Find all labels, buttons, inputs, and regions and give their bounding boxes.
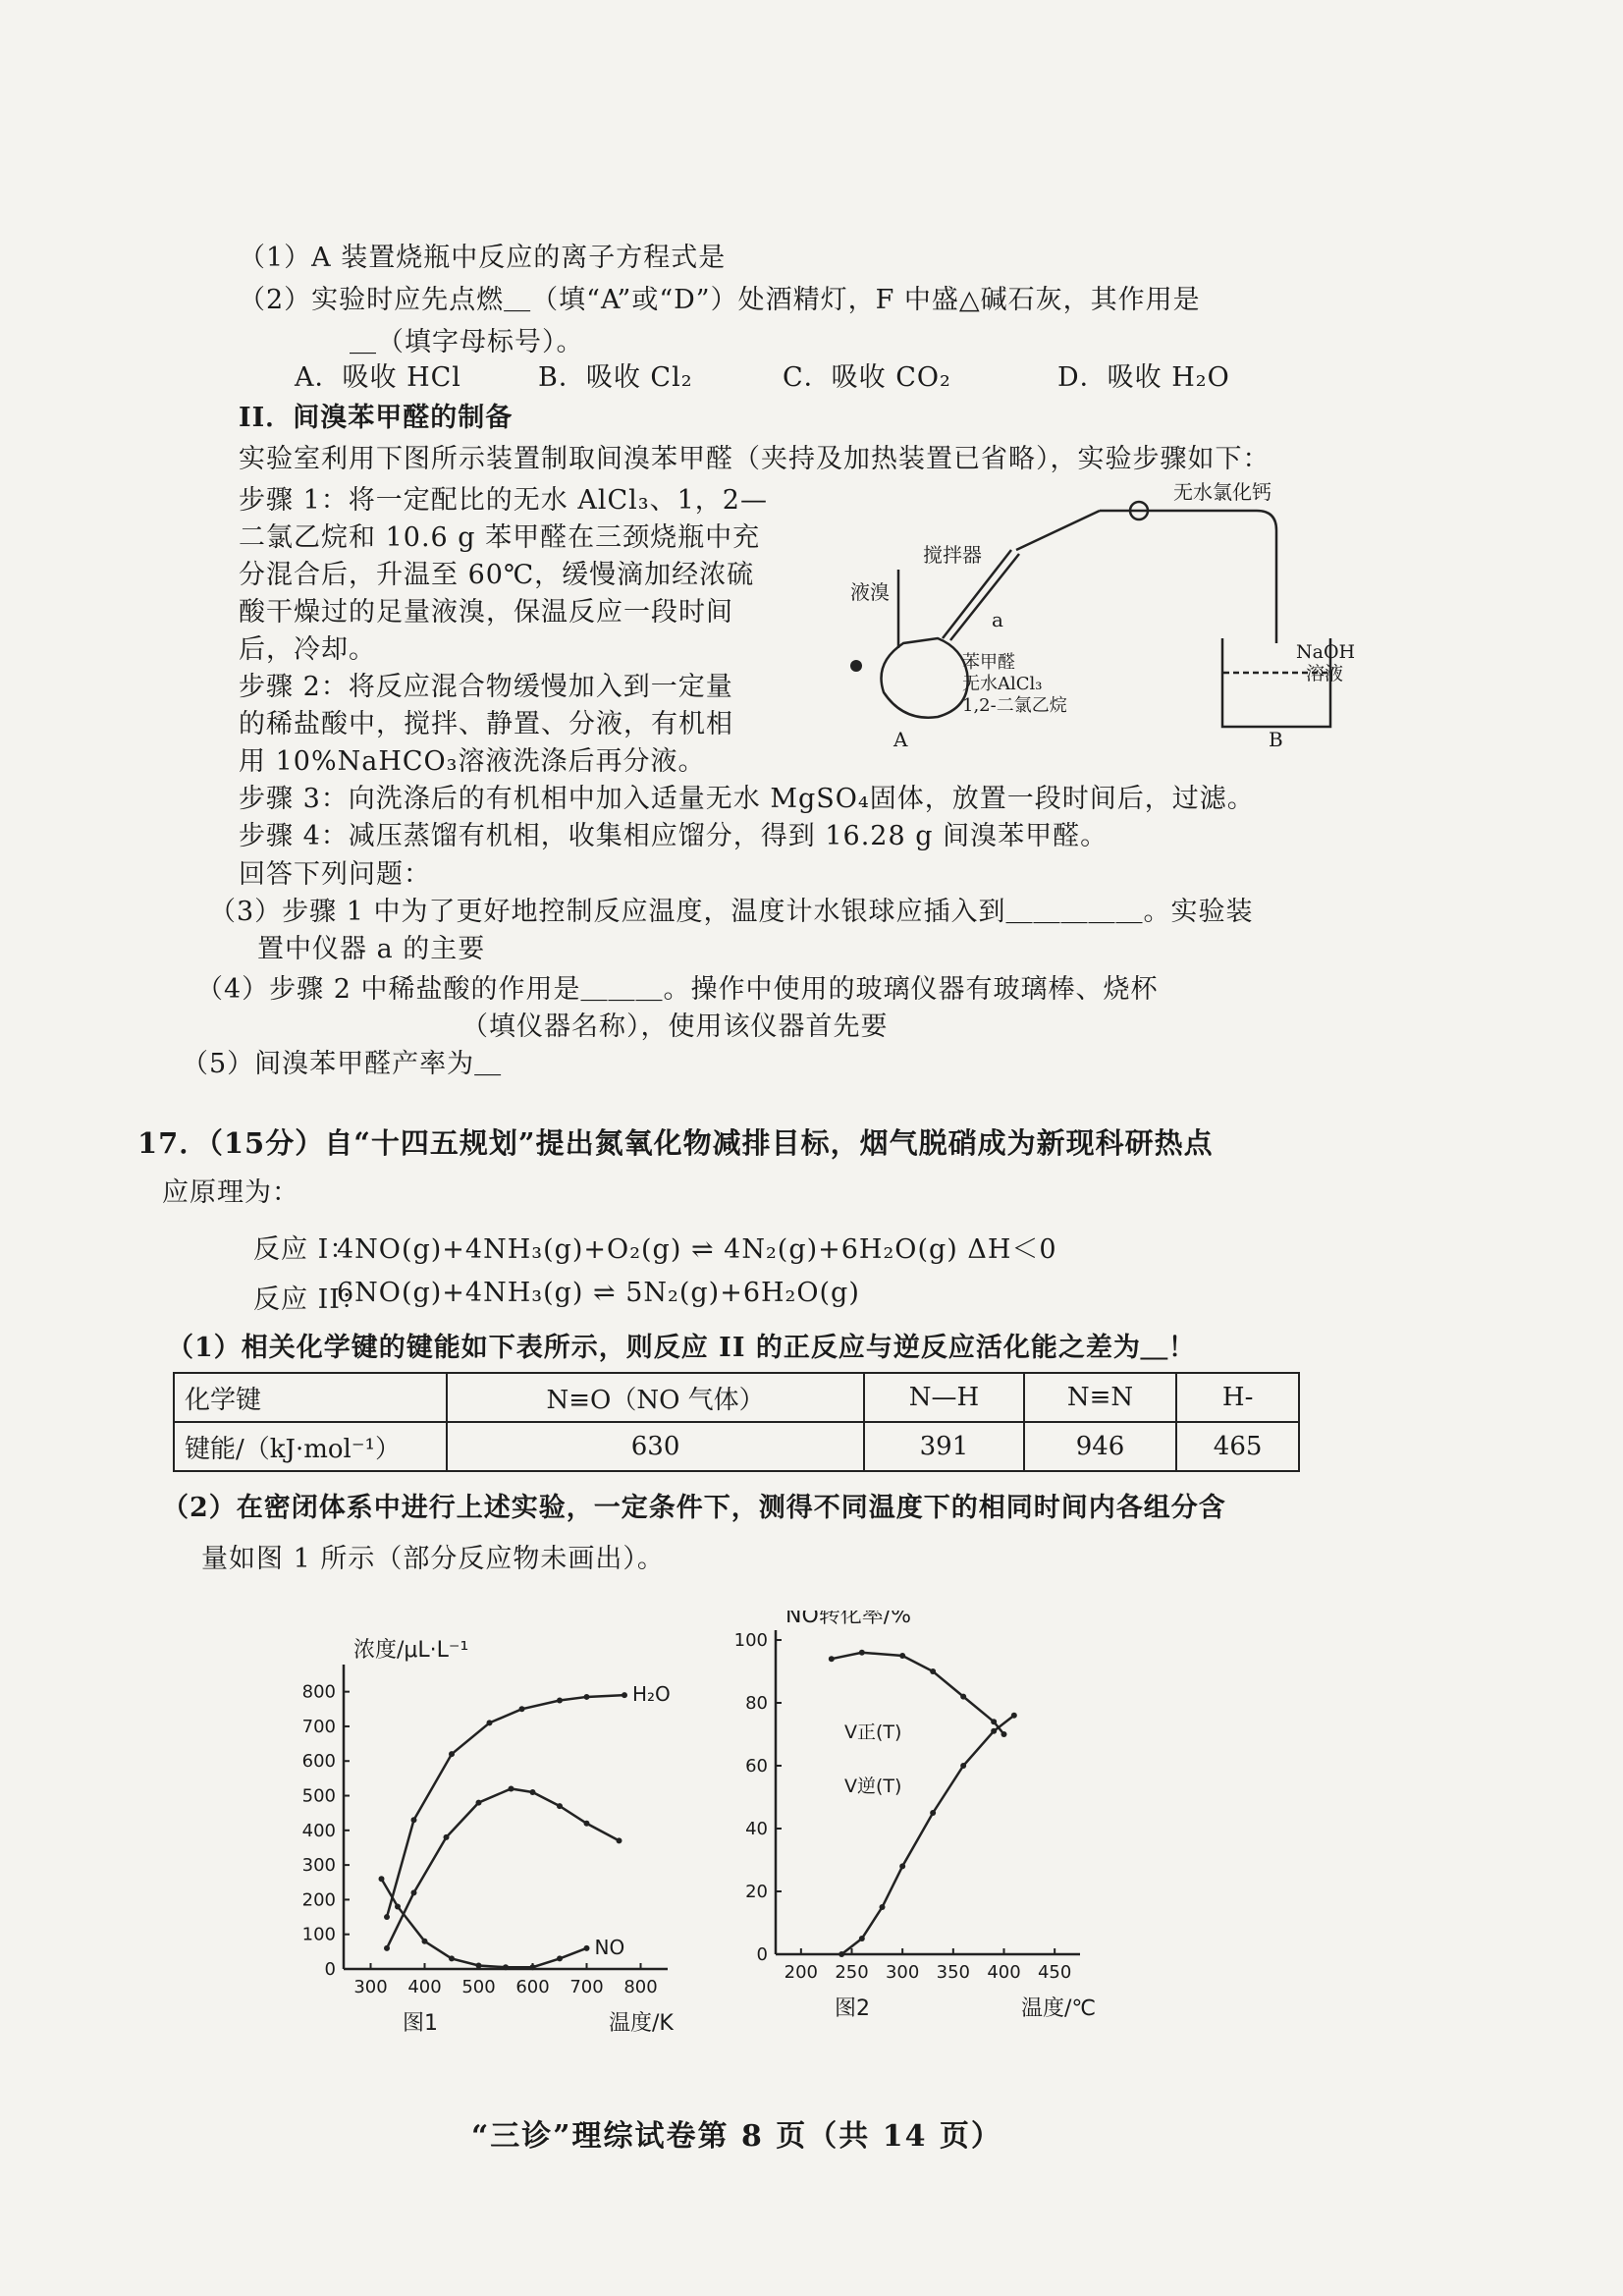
table-cell: 391 [864,1422,1024,1471]
y-tick-label: 600 [301,1751,336,1773]
y-tick-label: 60 [745,1756,768,1777]
data-point [930,1668,936,1674]
data-point [422,1939,428,1944]
q4-text: （4）步骤 2 中稀盐酸的作用是＿＿＿。操作中使用的玻璃仪器有玻璃棒、烧杯 [196,974,1159,1005]
q17-sub1: （1）相关化学键的键能如下表所示，则反应 II 的正反应与逆反应活化能之差为＿！ [167,1333,1196,1363]
step4-text: 步骤 4：减压蒸馏有机相，收集相应馏分，得到 16.28 g 间溴苯甲醛。 [239,821,1109,851]
option-d: D．吸收 H₂O [1057,362,1230,393]
y-tick-label: 200 [301,1889,336,1911]
data-point [487,1720,493,1725]
data-point [384,1945,390,1951]
q5-text: （5）间溴苯甲醛产率为＿ [182,1049,503,1079]
table-row [174,1373,1299,1422]
data-point [960,1763,966,1769]
reaction2-eq: 6NO(g)+4NH₃(g) ⇌ 5N₂(g)+6H₂O(g) [337,1278,860,1308]
table-cell: H- [1176,1373,1299,1422]
x-tick-label: 600 [515,1977,550,1997]
table-cell: N—H [864,1373,1024,1422]
tube-down [1257,511,1276,643]
series-line-0 [841,1716,1014,1954]
chart-figure2 [717,1611,1129,2066]
x-tick-label: 400 [987,1962,1021,1983]
data-point [584,1821,590,1827]
table-cell: N≡N [1024,1373,1176,1422]
data-point [880,1904,886,1910]
data-point [449,1955,455,1961]
data-point [411,1817,417,1823]
label-benzaldehyde: 苯甲醛 [962,652,1015,673]
table-cell: 465 [1176,1422,1299,1471]
data-point [530,1964,536,1970]
figure-caption: 图2 [835,1996,870,2021]
data-point [622,1692,627,1698]
data-point [1011,1713,1017,1719]
data-point [960,1694,966,1700]
x-tick-label: 300 [885,1962,920,1983]
reaction1-label: 反应 I： [253,1234,357,1265]
data-point [930,1810,936,1816]
annotation-v-forward: V正(T) [844,1722,902,1743]
data-point [503,1964,509,1970]
table-cell: 化学键 [174,1373,447,1422]
data-point [557,1955,563,1961]
annotation-v-reverse: V逆(T) [844,1776,902,1797]
step2-line3: 用 10%NaHCO₃溶液洗涤后再分液。 [239,746,706,777]
table-cell: N≡O（NO 气体） [447,1373,864,1422]
data-point [519,1706,525,1712]
bond-energy-table [173,1372,1300,1472]
y-tick-label: 500 [301,1785,336,1807]
x-axis-label: 温度/℃ [1021,1996,1097,2021]
x-tick-label: 400 [407,1977,442,1997]
label-naoh: NaOH [1296,641,1355,663]
series-label: H₂O [632,1682,671,1707]
q4b-text: （填仪器名称），使用该仪器首先要 [461,1011,889,1042]
y-tick-label: 80 [745,1693,768,1714]
y-tick-label: 20 [745,1882,768,1902]
q17-sub2b: 量如图 1 所示（部分反应物未画出）。 [201,1544,665,1574]
step1-line2: 二氯乙烷和 10.6 g 苯甲醛在三颈烧瓶中充 [239,522,761,553]
data-point [859,1936,865,1941]
step1-line1: 步骤 1：将一定配比的无水 AlCl₃、1，2— [239,485,768,516]
x-tick-label: 700 [569,1977,604,1997]
label-stirrer: 搅拌器 [923,543,982,567]
y-tick-label: 100 [301,1924,336,1945]
label-bromine: 液溴 [850,580,890,604]
x-tick-label: 350 [936,1962,971,1983]
q2-text: （2）实验时应先点燃＿（填“A”或“D”）处酒精灯，F 中盛△碱石灰，其作用是 [239,285,1201,315]
y-tick-label: 400 [301,1820,336,1841]
x-tick-label: 300 [353,1977,388,1997]
label-alcl3: 无水AlCl₃ [962,674,1043,694]
apparatus-diagram [844,471,1355,751]
y-tick-label: 100 [733,1630,768,1651]
data-point [839,1951,844,1957]
q17-title: 17．（15分）自“十四五规划”提出氮氧化物减排目标，烟气脱硝成为新现科研热点 [137,1126,1214,1160]
q17-sub2: （2）在密闭体系中进行上述实验，一定条件下，测得不同温度下的相同时间内各组分含 [162,1493,1226,1523]
step2-line2: 的稀盐酸中，搅拌、静置、分液，有机相 [239,709,733,739]
heater-dot [850,660,862,672]
data-point [411,1889,417,1895]
q3b-text: 置中仪器 a 的主要 [257,934,486,964]
y-axis-label: NO转化率/% [785,1611,912,1628]
step3-text: 步骤 3：向洗涤后的有机相中加入适量无水 MgSO₄固体，放置一段时间后，过滤。 [239,784,1255,814]
q1-text: （1）A 装置烧瓶中反应的离子方程式是 [239,243,727,273]
label-drying-agent: 无水氯化钙 [1173,480,1271,504]
series-line-1 [387,1788,620,1947]
figure-caption: 图1 [403,2011,438,2036]
data-point [1001,1731,1007,1737]
data-point [509,1785,514,1791]
x-tick-label: 250 [835,1962,869,1983]
x-tick-label: 500 [461,1977,496,1997]
y-tick-label: 0 [324,1959,336,1980]
data-point [584,1945,590,1951]
data-point [557,1697,563,1703]
table-cell: 键能/（kJ·mol⁻¹） [174,1422,447,1471]
y-tick-label: 700 [301,1716,336,1737]
x-axis-label: 温度/K [609,2011,674,2036]
data-point [395,1903,401,1909]
chart2-svg [717,1611,1129,2062]
part2-intro: 实验室利用下图所示装置制取间溴苯甲醛（夹持及加热装置已省略），实验步骤如下： [239,444,1271,474]
data-point [617,1837,622,1843]
table-cell: 630 [447,1422,864,1471]
table-cell: 946 [1024,1422,1176,1471]
y-tick-label: 300 [301,1855,336,1877]
reaction1-eq: 4NO(g)+4NH₃(g)+O₂(g) ⇌ 4N₂(g)+6H₂O(g) ΔH＜0 [337,1234,1057,1265]
page-footer: “三诊”理综试卷第 8 页（共 14 页） [471,2119,1002,2154]
q17-principle: 应原理为： [162,1177,299,1208]
label-dichloroethane: 1,2-二氯乙烷 [962,695,1067,716]
label-solution: 溶液 [1306,663,1344,684]
x-tick-label: 800 [623,1977,658,1997]
data-point [899,1863,905,1869]
data-point [379,1876,385,1882]
x-tick-label: 450 [1037,1962,1072,1983]
data-point [476,1800,482,1806]
data-point [530,1789,536,1795]
data-point [829,1656,835,1662]
data-point [449,1751,455,1757]
chart1-svg [295,1620,717,2062]
q2b-text: ＿（填字母标号）。 [350,327,584,357]
table-row [174,1422,1299,1471]
y-axis-label: 浓度/μL·L⁻¹ [353,1638,469,1663]
data-point [584,1694,590,1700]
flask-shape [882,638,968,718]
option-c: C．吸收 CO₂ [783,362,951,393]
part2-title: II．间溴苯甲醛的制备 [239,403,514,433]
chart-figure1 [295,1620,717,2066]
x-tick-label: 200 [784,1962,819,1983]
series-line-0 [387,1695,624,1917]
option-a: A．吸收 HCl [295,362,461,393]
option-b: B．吸收 Cl₂ [538,362,693,393]
label-a: a [992,608,1003,631]
y-tick-label: 800 [301,1681,336,1703]
series-label: NO [594,1935,625,1959]
step2-line1: 步骤 2：将反应混合物缓慢加入到一定量 [239,672,733,702]
data-point [476,1962,482,1968]
label-B: B [1269,728,1283,751]
data-point [557,1803,563,1809]
step1-line4: 酸干燥过的足量液溴，保温反应一段时间 [239,597,733,628]
reaction2-label: 反应 II： [253,1285,368,1315]
data-point [384,1914,390,1920]
data-point [991,1719,997,1724]
data-point [859,1650,865,1656]
answer-prompt: 回答下列问题： [239,859,431,890]
data-point [899,1653,905,1659]
label-A: A [893,728,908,751]
step1-line3: 分混合后，升温至 60℃，缓慢滴加经浓硫 [239,560,755,590]
data-point [991,1728,997,1734]
y-tick-label: 0 [756,1944,768,1965]
y-tick-label: 40 [745,1819,768,1839]
tube-upper [1016,511,1100,550]
data-point [444,1834,450,1840]
step1-line5: 后，冷却。 [239,634,376,665]
q3-text: （3）步骤 1 中为了更好地控制反应温度，温度计水银球应插入到＿＿＿＿＿。实验装 [209,897,1254,927]
